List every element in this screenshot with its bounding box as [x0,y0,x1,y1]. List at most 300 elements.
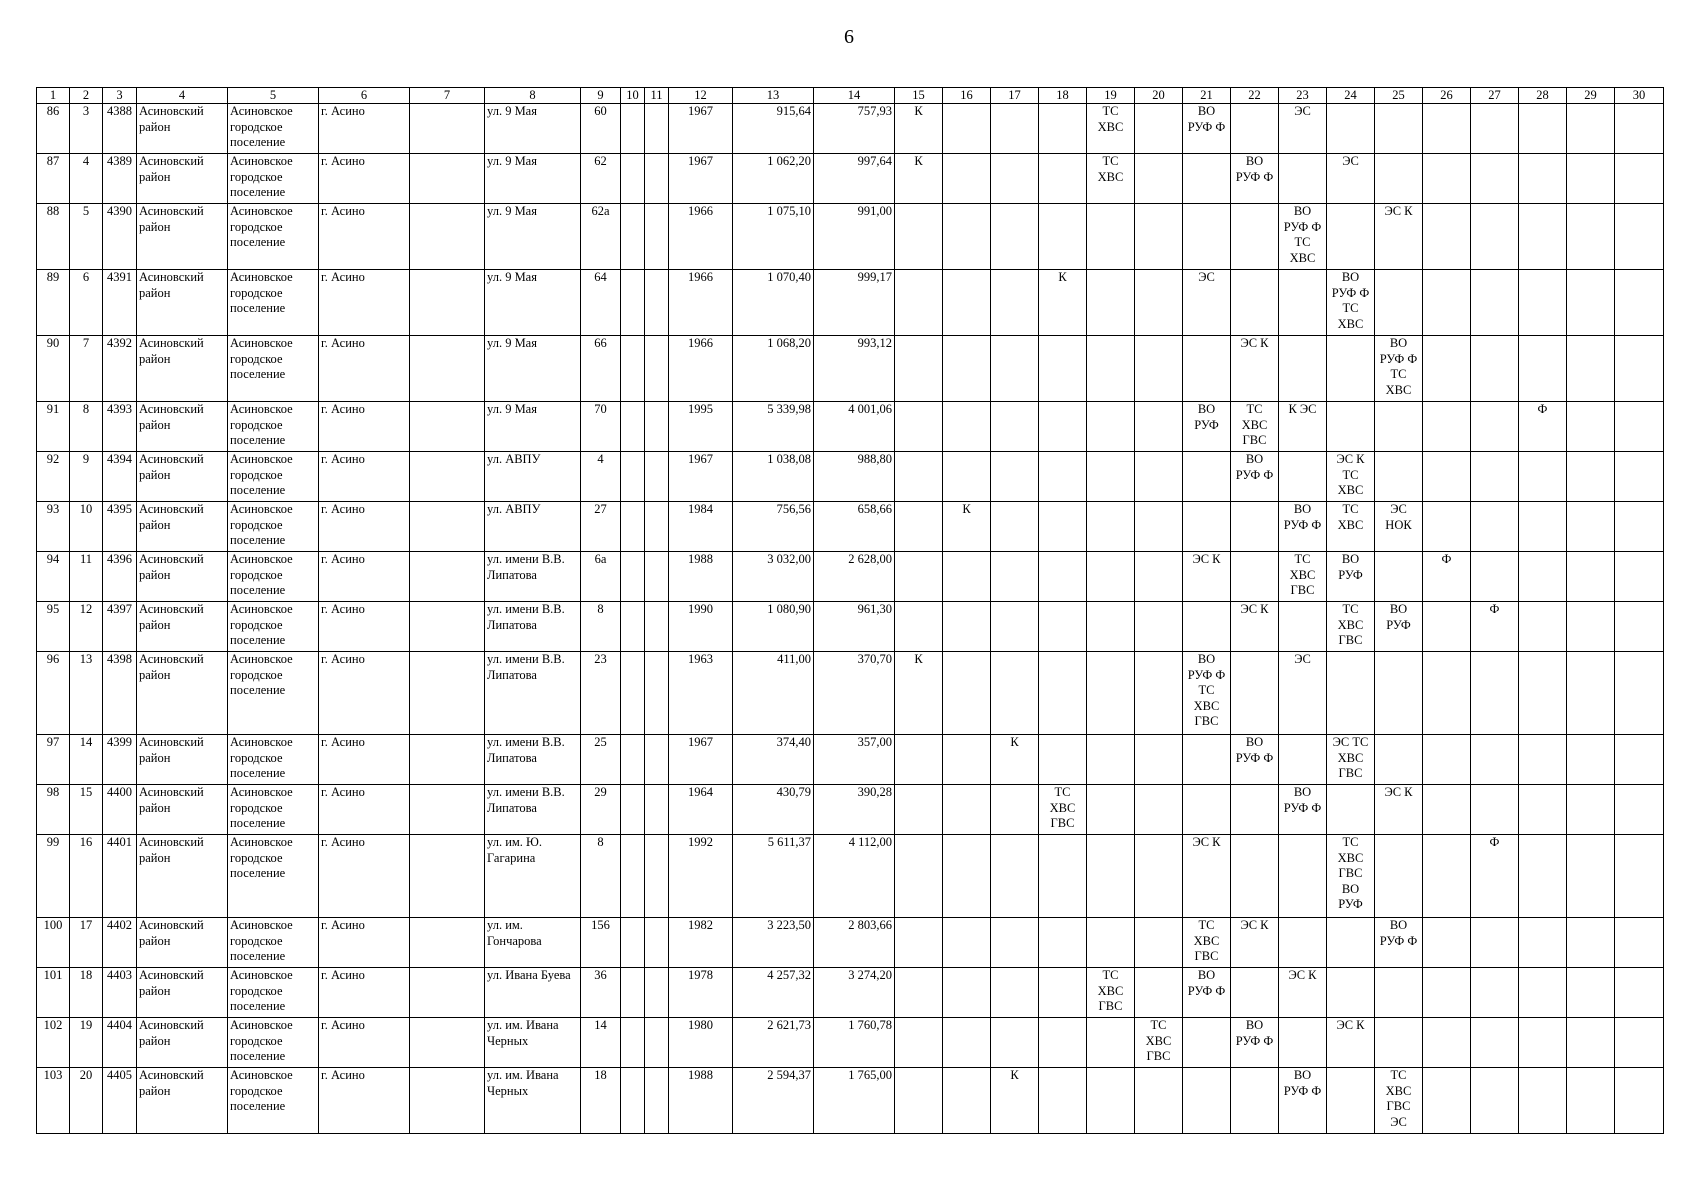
cell-col-11 [645,785,669,835]
cell-col-2: 19 [70,1018,103,1068]
cell-col-5 [228,402,319,452]
cell-line: район [139,983,171,998]
cell-col-16 [943,1018,991,1068]
cell-line: РУФ Ф [1187,667,1226,682]
table-row [37,402,1664,452]
cell-col-17 [991,835,1039,918]
cell-col-29 [1567,204,1615,270]
cell-col-26 [1423,1068,1471,1134]
cell-line: поселение [230,533,286,547]
cell-col-4 [137,785,228,835]
cell-col-23 [1279,204,1327,270]
cell-col-11 [645,336,669,402]
cell-col-23 [1279,270,1327,336]
cell-col-18 [1039,835,1087,918]
cell-col-23 [1279,336,1327,402]
cell-line: городское [230,467,283,482]
cell-col-29 [1567,336,1615,402]
cell-line: Асиновский [139,918,204,932]
cell-col-23 [1279,968,1327,1018]
cell-col-25 [1375,104,1423,154]
cell-col-10 [621,204,645,270]
cell-line: Асиновское [230,735,293,749]
cell-col-1: 94 [37,552,70,602]
cell-line: РУФ Ф [1235,1033,1274,1048]
cell-line: Асиновское [230,652,293,666]
cell-line: ХВС [1097,169,1124,184]
cell-col-15 [895,835,943,918]
cell-line: Асиновский [139,402,204,416]
cell-col-13: 1 068,20 [733,336,814,402]
cell-line: К [1010,1068,1019,1082]
cell-col-30 [1615,204,1664,270]
cell-line: ХВС [1193,933,1220,948]
cell-col-24 [1327,785,1375,835]
cell-col-7 [410,918,485,968]
cell-line: ул. имени В.В. [487,552,565,566]
cell-col-2: 12 [70,602,103,652]
cell-line: район [139,1083,171,1098]
cell-col-9: 62а [581,204,621,270]
cell-col-20 [1135,835,1183,918]
cell-line: ГВС [1338,766,1363,780]
cell-col-5 [228,835,319,918]
column-header-1: 1 [37,88,70,104]
cell-col-29 [1567,1068,1615,1134]
cell-col-23 [1279,154,1327,204]
cell-line: поселение [230,766,286,780]
cell-col-23 [1279,735,1327,785]
cell-col-13: 2 594,37 [733,1068,814,1134]
cell-col-11 [645,502,669,552]
cell-line: ЭС ТС [1332,735,1369,749]
cell-line: поселение [230,301,286,315]
cell-col-5 [228,502,319,552]
cell-line: ТС [1294,235,1311,249]
cell-line: Асиновское [230,602,293,616]
cell-line: Ф [1441,552,1452,566]
column-header-6: 6 [319,88,410,104]
cell-col-26 [1423,785,1471,835]
cell-col-25 [1375,735,1423,785]
cell-col-13: 1 080,90 [733,602,814,652]
cell-line: ТС [1150,1018,1167,1032]
cell-col-6: г. Асино [319,552,410,602]
cell-line: ВО [1341,552,1360,566]
column-header-29: 29 [1567,88,1615,104]
cell-line: Ф [1489,602,1500,616]
cell-line: ВО [1389,336,1408,350]
cell-col-5 [228,552,319,602]
cell-col-13: 5 611,37 [733,835,814,918]
cell-line: Асиновский [139,452,204,466]
cell-col-24 [1327,270,1375,336]
cell-col-6: г. Асино [319,785,410,835]
cell-line: ТС [1198,918,1215,932]
cell-col-29 [1567,652,1615,735]
cell-col-9: 62 [581,154,621,204]
cell-col-19 [1087,402,1135,452]
cell-col-28 [1519,918,1567,968]
cell-col-20 [1135,270,1183,336]
cell-col-25 [1375,785,1423,835]
cell-line: ТС [1342,502,1359,516]
cell-line: Асиновское [230,502,293,516]
cell-col-6: г. Асино [319,968,410,1018]
cell-col-13: 411,00 [733,652,814,735]
cell-line: ГВС [1338,866,1363,880]
cell-col-30 [1615,968,1664,1018]
cell-col-1: 95 [37,602,70,652]
cell-col-11 [645,1068,669,1134]
cell-col-13: 4 257,32 [733,968,814,1018]
cell-col-10 [621,336,645,402]
cell-line: ТС [1390,1068,1407,1082]
cell-line: поселение [230,367,286,381]
cell-line: поселение [230,949,286,963]
cell-line: Ф [1489,835,1500,849]
cell-col-7 [410,1018,485,1068]
cell-col-30 [1615,104,1664,154]
cell-col-29 [1567,270,1615,336]
cell-col-22 [1231,154,1279,204]
cell-col-2: 3 [70,104,103,154]
cell-line: ГВС [1194,714,1219,728]
cell-col-15 [895,652,943,735]
cell-col-18 [1039,336,1087,402]
cell-col-21 [1183,1068,1231,1134]
cell-col-18 [1039,270,1087,336]
cell-col-13: 3 032,00 [733,552,814,602]
cell-col-19 [1087,452,1135,502]
cell-line: городское [230,1033,283,1048]
cell-col-16 [943,735,991,785]
cell-col-11 [645,918,669,968]
cell-col-23 [1279,785,1327,835]
cell-line: ТС [1294,552,1311,566]
cell-col-13: 5 339,98 [733,402,814,452]
cell-col-22 [1231,336,1279,402]
cell-col-8 [485,1068,581,1134]
cell-col-24 [1327,552,1375,602]
cell-col-19 [1087,104,1135,154]
cell-col-20 [1135,104,1183,154]
cell-col-3: 4397 [103,602,137,652]
cell-line: ХВС [1337,850,1364,865]
cell-col-5 [228,968,319,1018]
cell-col-16 [943,785,991,835]
cell-line: РУФ Ф [1283,517,1322,532]
cell-line: городское [230,119,283,134]
cell-line: Ф [1537,402,1548,416]
cell-line: поселение [230,185,286,199]
cell-line: поселение [230,999,286,1013]
cell-line: К [914,652,923,666]
cell-col-19 [1087,1018,1135,1068]
column-header-16: 16 [943,88,991,104]
cell-line: район [139,667,171,682]
cell-col-28 [1519,336,1567,402]
cell-col-11 [645,402,669,452]
cell-col-6: г. Асино [319,1068,410,1134]
cell-col-20 [1135,968,1183,1018]
cell-col-17 [991,204,1039,270]
cell-col-7 [410,785,485,835]
cell-col-8 [485,918,581,968]
cell-col-6: г. Асино [319,918,410,968]
cell-line: ВО [1245,154,1264,168]
cell-col-17 [991,1018,1039,1068]
cell-col-28 [1519,552,1567,602]
cell-line: НОК [1385,517,1412,532]
cell-line: РУФ Ф [1187,983,1226,998]
cell-col-28 [1519,154,1567,204]
cell-line: ГВС [1386,1099,1411,1113]
cell-line: ТС [1342,602,1359,616]
cell-line: поселение [230,866,286,880]
table-row [37,968,1664,1018]
table-row [37,204,1664,270]
cell-col-15 [895,336,943,402]
table-row [37,1068,1664,1134]
cell-col-13: 2 621,73 [733,1018,814,1068]
cell-col-21 [1183,968,1231,1018]
cell-col-12: 1988 [669,552,733,602]
cell-col-27 [1471,336,1519,402]
cell-col-22 [1231,104,1279,154]
cell-line: ул. имени В.В. [487,602,565,616]
cell-col-28 [1519,270,1567,336]
cell-col-9: 156 [581,918,621,968]
cell-col-10 [621,154,645,204]
cell-col-30 [1615,452,1664,502]
cell-col-22 [1231,502,1279,552]
column-header-18: 18 [1039,88,1087,104]
cell-col-24 [1327,602,1375,652]
cell-col-8 [485,452,581,502]
column-header-9: 9 [581,88,621,104]
cell-col-28 [1519,502,1567,552]
cell-col-27 [1471,552,1519,602]
cell-col-17 [991,502,1039,552]
cell-col-25 [1375,1068,1423,1134]
cell-col-14: 757,93 [814,104,895,154]
cell-col-16 [943,1068,991,1134]
cell-line: К [914,154,923,168]
cell-line: Асиновский [139,104,204,118]
cell-col-9: 27 [581,502,621,552]
cell-col-23 [1279,1018,1327,1068]
cell-line: К [962,502,971,516]
cell-line: ул. им. Ю. [487,835,543,849]
cell-col-6: г. Асино [319,402,410,452]
cell-col-24 [1327,1018,1375,1068]
cell-col-20 [1135,502,1183,552]
cell-col-12: 1967 [669,735,733,785]
cell-line: Асиновский [139,552,204,566]
cell-line: ул. 9 Мая [487,204,537,218]
cell-col-14: 988,80 [814,452,895,502]
cell-col-6: г. Асино [319,270,410,336]
cell-line: городское [230,567,283,582]
cell-line: ЭС [1390,1114,1407,1129]
cell-col-5 [228,336,319,402]
cell-col-23 [1279,835,1327,918]
cell-col-16 [943,270,991,336]
cell-col-29 [1567,785,1615,835]
cell-line: район [139,285,171,300]
cell-col-29 [1567,1018,1615,1068]
cell-col-14: 1 760,78 [814,1018,895,1068]
cell-col-14: 4 112,00 [814,835,895,918]
cell-col-21 [1183,452,1231,502]
cell-line: Асиновское [230,785,293,799]
cell-line: район [139,933,171,948]
cell-col-20 [1135,154,1183,204]
cell-line: городское [230,933,283,948]
cell-col-4 [137,204,228,270]
cell-col-5 [228,602,319,652]
cell-col-4 [137,104,228,154]
cell-col-17 [991,735,1039,785]
cell-line: ул. АВПУ [487,452,541,466]
cell-col-18 [1039,968,1087,1018]
cell-line: РУФ [1338,567,1363,582]
cell-col-8 [485,336,581,402]
cell-col-5 [228,452,319,502]
cell-col-11 [645,204,669,270]
cell-line: ул. 9 Мая [487,270,537,284]
cell-col-26 [1423,270,1471,336]
cell-col-21 [1183,270,1231,336]
cell-col-29 [1567,154,1615,204]
cell-col-18 [1039,1018,1087,1068]
cell-col-28 [1519,104,1567,154]
column-header-26: 26 [1423,88,1471,104]
cell-col-24 [1327,104,1375,154]
cell-col-18 [1039,602,1087,652]
cell-col-19 [1087,1068,1135,1134]
cell-col-21 [1183,104,1231,154]
cell-line: Липатова [487,667,537,682]
cell-col-8 [485,735,581,785]
cell-line: ТС [1198,683,1215,697]
cell-col-17 [991,270,1039,336]
cell-line: ХВС [1289,567,1316,582]
cell-col-15 [895,602,943,652]
cell-col-14: 993,12 [814,336,895,402]
cell-col-28 [1519,602,1567,652]
cell-col-9: 60 [581,104,621,154]
cell-col-22 [1231,402,1279,452]
cell-col-2: 5 [70,204,103,270]
cell-col-26 [1423,402,1471,452]
cell-col-26 [1423,968,1471,1018]
column-header-25: 25 [1375,88,1423,104]
cell-col-5 [228,104,319,154]
cell-col-16 [943,835,991,918]
cell-col-12: 1967 [669,452,733,502]
column-header-22: 22 [1231,88,1279,104]
cell-line: РУФ Ф [1379,933,1418,948]
cell-col-9: 8 [581,835,621,918]
cell-line: городское [230,169,283,184]
cell-col-20 [1135,785,1183,835]
cell-col-4 [137,602,228,652]
column-header-21: 21 [1183,88,1231,104]
cell-col-28 [1519,402,1567,452]
cell-col-6: г. Асино [319,154,410,204]
column-header-14: 14 [814,88,895,104]
cell-line: К [1058,270,1067,284]
cell-col-28 [1519,968,1567,1018]
cell-col-25 [1375,402,1423,452]
cell-col-8 [485,104,581,154]
cell-col-7 [410,402,485,452]
cell-col-8 [485,270,581,336]
cell-col-19 [1087,918,1135,968]
cell-col-2: 18 [70,968,103,1018]
cell-line: ХВС [1241,417,1268,432]
cell-col-22 [1231,204,1279,270]
cell-line: Асиновский [139,785,204,799]
cell-col-18 [1039,552,1087,602]
cell-col-2: 11 [70,552,103,602]
cell-col-27 [1471,1068,1519,1134]
cell-col-20 [1135,602,1183,652]
cell-col-2: 9 [70,452,103,502]
cell-col-17 [991,154,1039,204]
cell-col-22 [1231,1068,1279,1134]
cell-col-16 [943,452,991,502]
cell-col-21 [1183,552,1231,602]
cell-line: ВО [1341,270,1360,284]
cell-col-24 [1327,652,1375,735]
cell-col-24 [1327,918,1375,968]
cell-col-10 [621,402,645,452]
cell-col-12: 1988 [669,1068,733,1134]
cell-col-14: 997,64 [814,154,895,204]
cell-col-26 [1423,502,1471,552]
cell-line: ХВС [1385,382,1412,397]
cell-col-28 [1519,735,1567,785]
cell-col-10 [621,452,645,502]
cell-col-17 [991,968,1039,1018]
cell-col-19 [1087,735,1135,785]
cell-col-14: 999,17 [814,270,895,336]
column-header-30: 30 [1615,88,1664,104]
cell-line: ЭС К [1192,552,1221,566]
cell-col-19 [1087,336,1135,402]
cell-line: Асиновское [230,835,293,849]
cell-col-29 [1567,918,1615,968]
cell-line: РУФ Ф [1283,219,1322,234]
cell-col-1: 92 [37,452,70,502]
cell-col-27 [1471,452,1519,502]
cell-line: поселение [230,583,286,597]
cell-col-3: 4404 [103,1018,137,1068]
cell-col-26 [1423,918,1471,968]
cell-col-17 [991,1068,1039,1134]
cell-col-5 [228,204,319,270]
cell-col-8 [485,502,581,552]
cell-col-21 [1183,402,1231,452]
cell-col-30 [1615,735,1664,785]
cell-col-2: 13 [70,652,103,735]
cell-line: Асиновское [230,402,293,416]
cell-col-21 [1183,336,1231,402]
cell-col-1: 91 [37,402,70,452]
